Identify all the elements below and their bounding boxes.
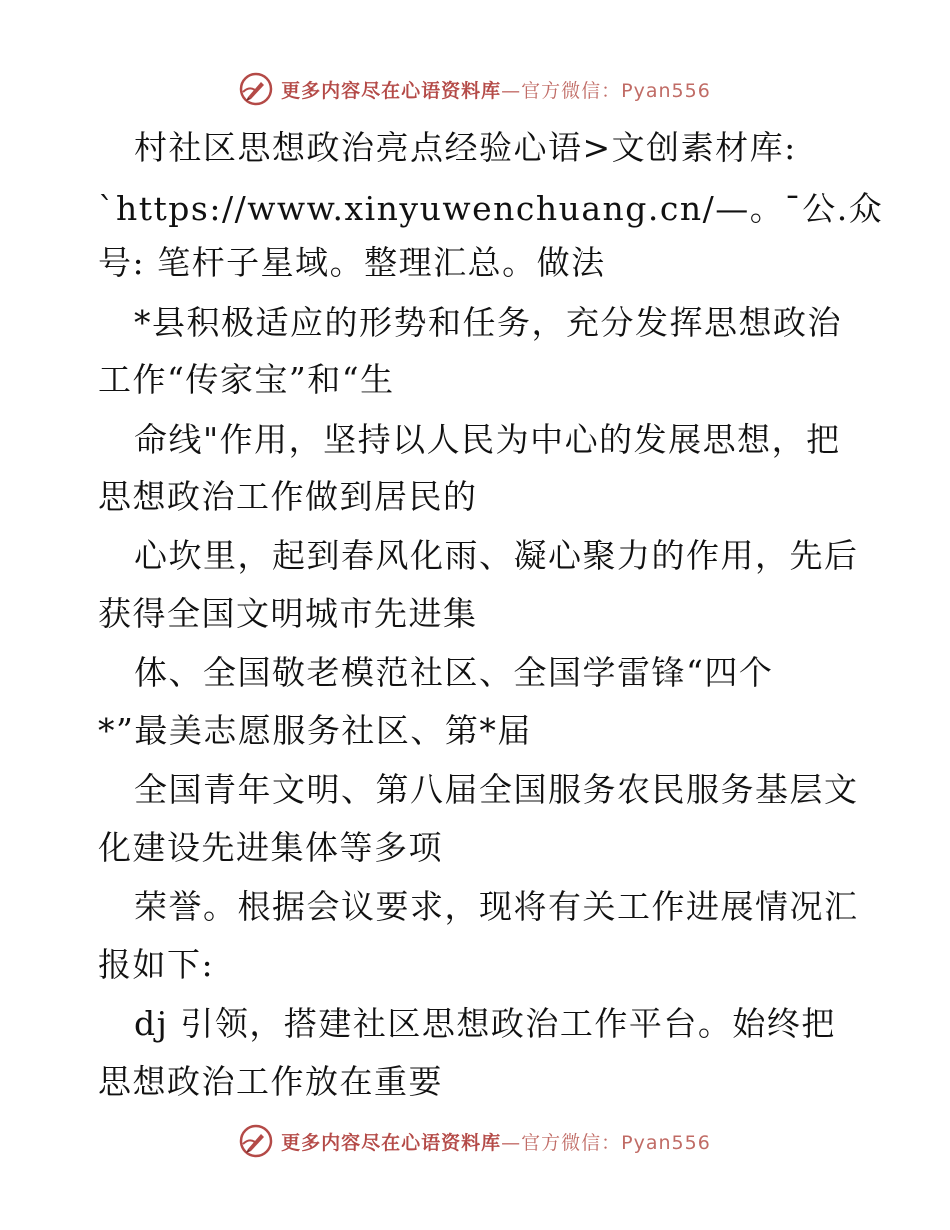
text-line: 思想政治工作做到居民的 bbox=[98, 477, 478, 516]
pen-logo-icon bbox=[239, 1124, 273, 1158]
text-line: 命线"作用，坚持以人民为中心的发展思想，把 bbox=[134, 420, 841, 459]
text-line: *”最美志愿服务社区、第*届 bbox=[98, 711, 532, 750]
text-line: 号: 笔杆子星域。整理汇总。做法 bbox=[98, 243, 606, 282]
text-line: 报如下: bbox=[98, 945, 215, 984]
watermark-wechat-text: 官方微信：Pyan556 bbox=[521, 1131, 711, 1154]
watermark-main-text: 更多内容尽在心语资料库 bbox=[281, 79, 502, 102]
text-line: 荣誉。根据会议要求，现将有关工作进展情况汇 bbox=[134, 887, 859, 926]
text-line: `https://www.xinyuwenchuang.cn/—。¯公.众 bbox=[98, 189, 884, 228]
footer-watermark bbox=[0, 1124, 950, 1158]
text-line: 化建设先进集体等多项 bbox=[98, 828, 443, 867]
text-line: dj 引领，搭建社区思想政治工作平台。始终把 bbox=[134, 1004, 836, 1043]
text-line: 获得全国文明城市先进集 bbox=[98, 594, 478, 633]
watermark-wechat-text: 官方微信：Pyan556 bbox=[521, 79, 711, 102]
watermark-main-text: 更多内容尽在心语资料库 bbox=[281, 1131, 502, 1154]
text-line: 村社区思想政治亮点经验心语>文创素材库: bbox=[134, 128, 797, 167]
text-line: 心坎里，起到春风化雨、凝心聚力的作用，先后 bbox=[134, 536, 859, 575]
text-line: 全国青年文明、第八届全国服务农民服务基层文 bbox=[134, 770, 859, 809]
watermark-dash: — bbox=[501, 79, 522, 102]
text-line: 思想政治工作放在重要 bbox=[98, 1062, 443, 1101]
text-line: 工作“传家宝”和“生 bbox=[98, 360, 395, 399]
watermark-dash: — bbox=[501, 1131, 522, 1154]
text-line: *县积极适应的形势和任务，充分发挥思想政治 bbox=[134, 303, 842, 342]
text-line: 体、全国敬老模范社区、全国学雷锋“四个 bbox=[134, 653, 774, 692]
